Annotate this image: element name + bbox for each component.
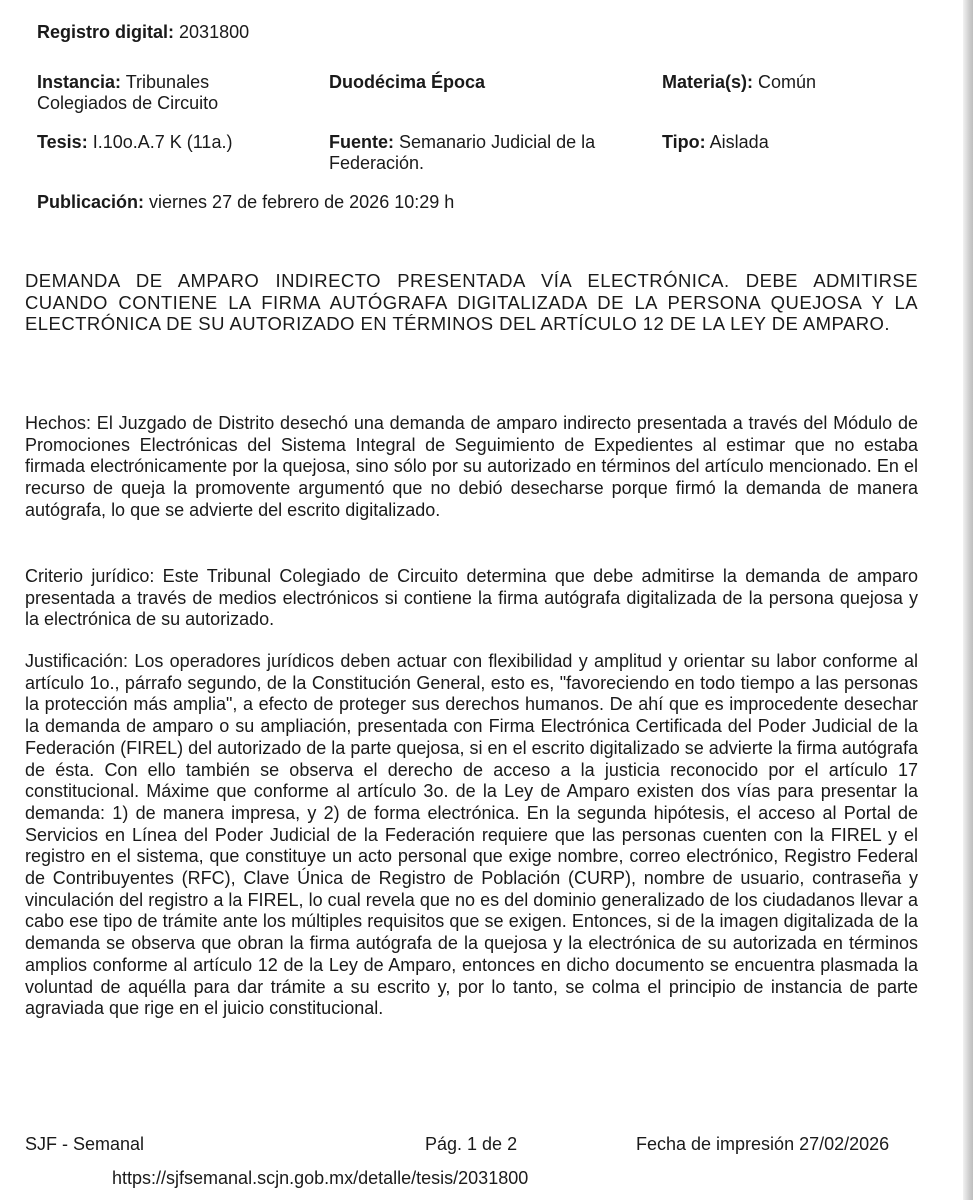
fuente [329, 132, 649, 174]
registro-value: 2031800 [179, 22, 250, 42]
footer-url: https://sjfsemanal.scjn.gob.mx/detalle/tesis/2031800 [112, 1168, 529, 1188]
tesis [37, 132, 232, 153]
fuente-label: Fuente: [329, 132, 394, 152]
page-edge-shadow [963, 0, 973, 1200]
criterio-paragraph: Criterio jurídico: Este Tribunal Colegiado de Circuito determina que debe admitirse la demanda de amparo presentada a través de medios electrónicos si contiene la firma autógrafa digitalizada de la persona quejosa y la electrónica de su autorizado. [25, 566, 918, 630]
materia [662, 72, 816, 93]
registro-label: Registro digital: [37, 22, 175, 42]
publicacion-label: Publicación: [37, 192, 145, 212]
instancia [37, 72, 297, 114]
materia-value: Común [758, 72, 817, 92]
registro-digital [37, 22, 249, 43]
instancia-value: Tribunales Colegiados de Circuito [37, 72, 219, 113]
tesis-value: I.10o.A.7 K (11a.) [92, 132, 233, 152]
tipo-label: Tipo: [662, 132, 706, 152]
materia-label: Materia(s): [662, 72, 754, 92]
instancia-label: Instancia: [37, 72, 122, 92]
tipo-value: Aislada [709, 132, 769, 152]
tesis-label: Tesis: [37, 132, 88, 152]
footer-page-number: Pág. 1 de 2 [425, 1134, 518, 1154]
footer-source: SJF - Semanal [25, 1134, 145, 1154]
tesis-title: DEMANDA DE AMPARO INDIRECTO PRESENTADA VÍA ELECTRÓNICA. DEBE ADMITIRSE CUANDO CONTIENE LA FIRMA AUTÓGRAFA DIGITALIZADA DE LA PERSONA QUEJOSA Y LA ELECTRÓNICA DE SU AUTORIZADO EN TÉRMINOS DEL ARTÍCULO 12 DE LA LEY DE AMPARO. [25, 270, 918, 334]
footer-print-date: Fecha de impresión 27/02/2026 [636, 1134, 890, 1154]
publicacion-value: viernes 27 de febrero de 2026 10:29 h [149, 192, 455, 212]
fuente-value: Semanario Judicial de la Federación. [329, 132, 596, 173]
hechos-paragraph: Hechos: El Juzgado de Distrito desechó una demanda de amparo indirecto presentada a través del Módulo de Promociones Electrónicas del Sistema Integral de Seguimiento de Expedientes al estimar que no estaba firmada electrónicamente por la quejosa, sino sólo por su autorizado en términos del artículo mencionado. En el recurso de queja la promovente argumentó que no debió desecharse porque firmó la demanda de manera autógrafa, lo que se advierte del escrito digitalizado. [25, 413, 918, 520]
justificacion-paragraph: Justificación: Los operadores jurídicos deben actuar con flexibilidad y amplitud y orientar su labor conforme al artículo 1o., párrafo segundo, de la Constitución General, esto es, "favoreciendo en todo tiempo a las personas la protección más amplia", a efecto de proteger sus derechos humanos. De ahí que es improcedente desechar la demanda de amparo o su ampliación, presentada con Firma Electrónica Certificada del Poder Judicial de la Federación (FIREL) del autorizado de la parte quejosa, si en el escrito digitalizado se advierte la firma autógrafa de ésta. Con ello también se observa el derecho de acceso a la justicia reconocido por el artículo 17 constitucional. Máxime que conforme al artículo 3o. de la Ley de Amparo existen dos vías para presentar la demanda: 1) de manera impresa, y 2) de forma electrónica. En la segunda hipótesis, el acceso al Portal de Servicios en Línea del Poder Judicial de la Federación requiere que las personas cuenten con la FIREL y el registro en el sistema, que constituye un acto personal que exige nombre, correo electrónico, Registro Federal de Contribuyentes (RFC), Clave Única de Registro de Población (CURP), nombre de usuario, contraseña y vinculación del registro a la FIREL, lo cual revela que no es del dominio generalizado de los ciudadanos llevar a cabo ese tipo de trámite ante los múltiples requisitos que se exigen. Entonces, si de la imagen digitalizada de la demanda se observa que obran la firma autógrafa de la quejosa y la electrónica de su autorizada en términos amplios conforme al artículo 12 de la Ley de Amparo, entonces en dicho documento se encuentra plasmada la voluntad de aquélla para dar trámite a su escrito y, por lo tanto, se colma el principio de instancia de parte agraviada que rige en el juicio constitucional. [25, 651, 918, 1019]
tipo [662, 132, 769, 153]
publicacion [37, 192, 454, 213]
epoca: Duodécima Época [329, 72, 486, 92]
